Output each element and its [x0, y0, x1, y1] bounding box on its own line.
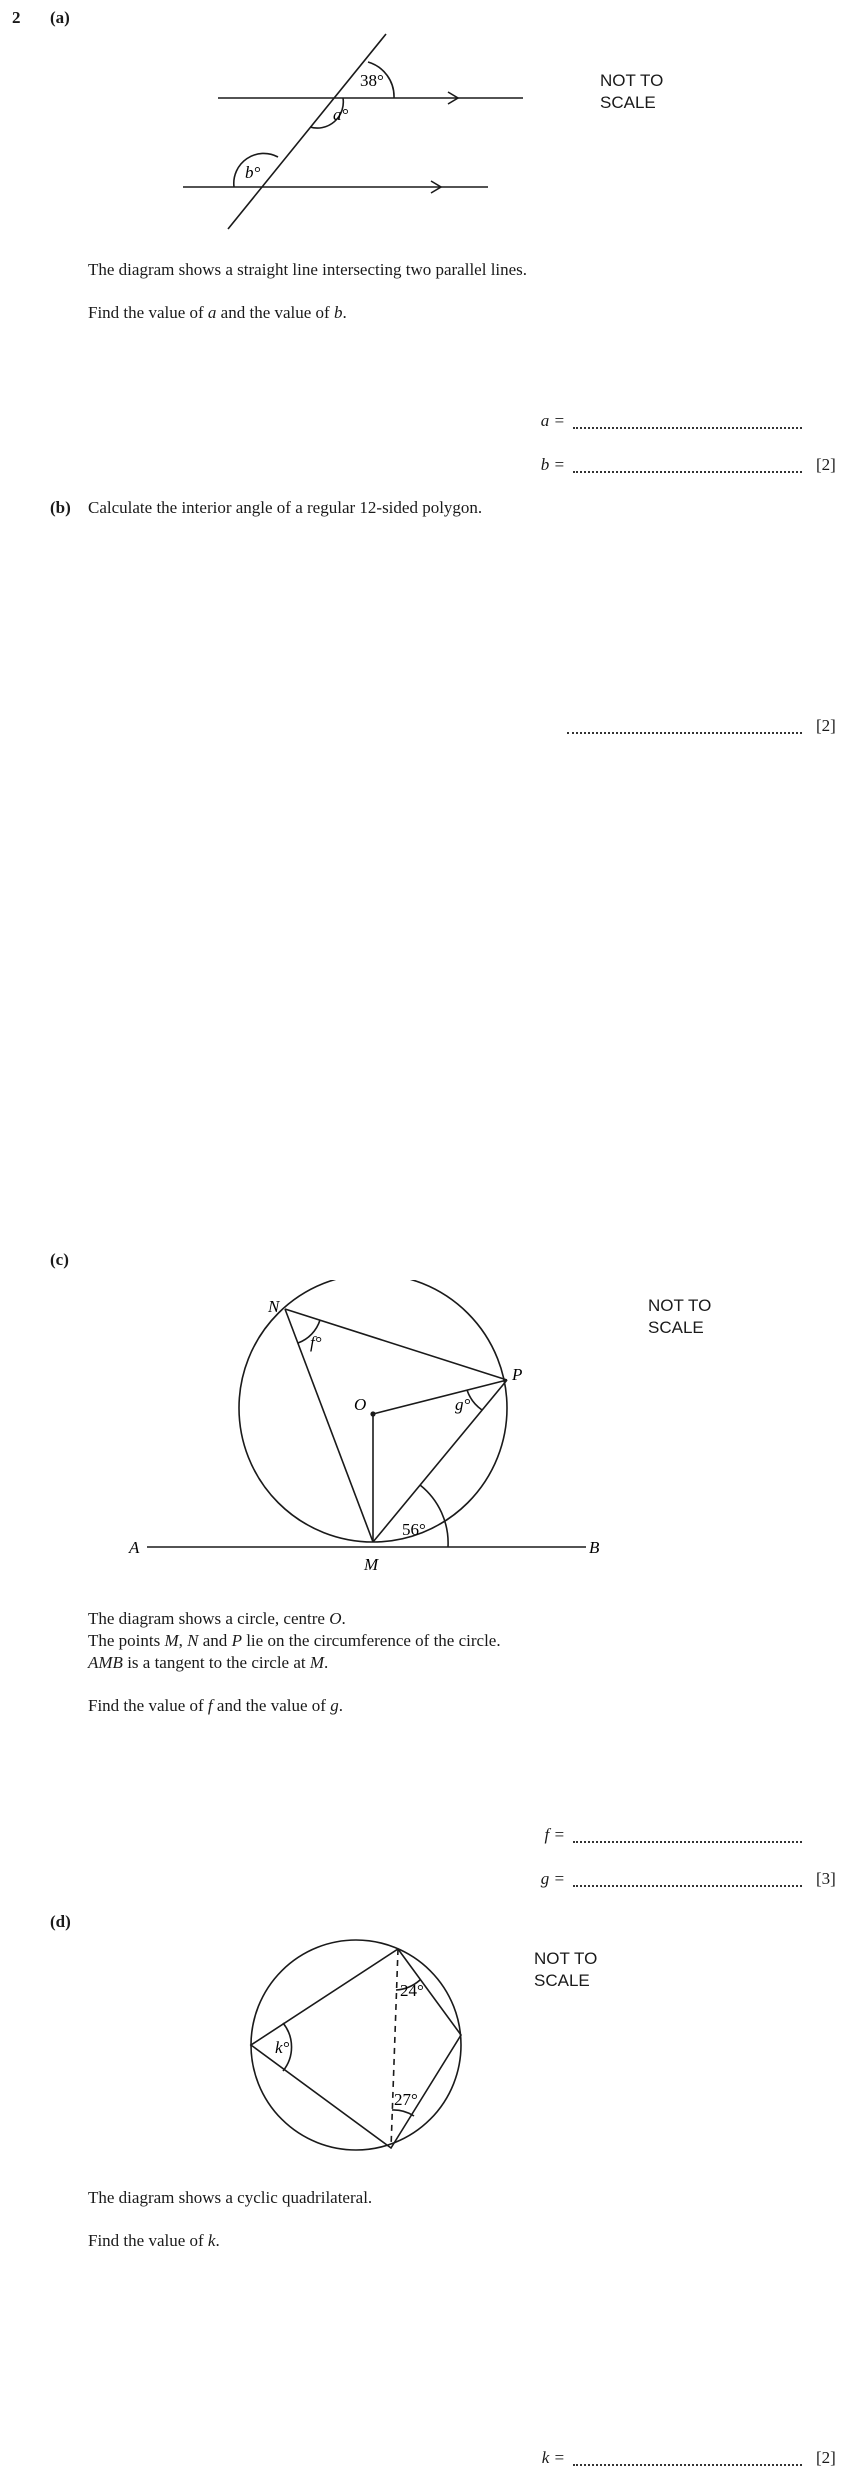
answer-a-label: a =	[540, 411, 565, 430]
angle-38-label: 38°	[360, 71, 384, 90]
part-d-description: The diagram shows a cyclic quadrilateral.	[88, 2188, 373, 2207]
answer-b-field[interactable]	[573, 471, 802, 473]
label-n: N	[268, 1297, 280, 1316]
part-c-description-1: The diagram shows a circle, centre O.	[88, 1609, 346, 1628]
angle-27-label: 27°	[394, 2090, 418, 2109]
answer-f-label: f =	[544, 1825, 565, 1844]
part-b-label: (b)	[50, 498, 71, 517]
part-a-instruction: Find the value of a and the value of b.	[88, 303, 347, 322]
circle-tangent-diagram	[0, 1280, 853, 1580]
not-to-scale-a-line2: SCALE	[600, 93, 656, 112]
angle-k-label: k°	[275, 2038, 290, 2057]
answer-g-label: g =	[540, 1869, 565, 1888]
dashed-diagonal	[391, 1949, 398, 2148]
part-b-marks: [2]	[816, 716, 836, 735]
question-number: 2	[12, 8, 21, 27]
not-to-scale-d-line2: SCALE	[534, 1971, 590, 1990]
part-b-instruction: Calculate the interior angle of a regular 12-sided polygon.	[88, 498, 483, 517]
radius-op	[373, 1380, 507, 1414]
part-c-label: (c)	[50, 1250, 69, 1269]
label-a: A	[129, 1538, 140, 1557]
chord-pm	[373, 1380, 507, 1542]
angle-b-label: b°	[245, 163, 261, 182]
part-d-label: (d)	[50, 1912, 71, 1931]
label-m: M	[364, 1555, 379, 1574]
answer-k-label: k =	[541, 2448, 565, 2467]
angle-56-label: 56°	[402, 1520, 426, 1539]
part-d-instruction: Find the value of k.	[88, 2231, 220, 2250]
part-a-marks: [2]	[816, 455, 836, 474]
label-p: P	[512, 1365, 523, 1384]
part-a-label: (a)	[50, 8, 70, 27]
part-c-description-3: AMB is a tangent to the circle at M.	[88, 1653, 329, 1672]
answer-k-field[interactable]	[573, 2464, 802, 2466]
chord-nm	[285, 1309, 373, 1542]
answer-f-field[interactable]	[573, 1841, 802, 1843]
label-o: O	[354, 1395, 367, 1414]
not-to-scale-a-line1: NOT TO	[600, 71, 664, 90]
not-to-scale-c-line1: NOT TO	[648, 1296, 712, 1315]
centre-point	[370, 1411, 375, 1416]
answer-b-label: b =	[540, 455, 565, 474]
angle-f-label: f°	[310, 1333, 322, 1352]
answer-part-b-field[interactable]	[567, 732, 802, 734]
part-c-marks: [3]	[816, 1869, 836, 1888]
cyclic-quadrilateral-diagram	[0, 1920, 853, 2160]
label-b: B	[589, 1538, 600, 1557]
part-c-instruction: Find the value of f and the value of g.	[88, 1696, 343, 1715]
part-d-marks: [2]	[816, 2448, 836, 2467]
part-a-description: The diagram shows a straight line intersecting two parallel lines.	[88, 260, 528, 279]
angle-a-label: a°	[333, 105, 349, 124]
parallel-lines-diagram	[0, 0, 853, 240]
not-to-scale-d-line1: NOT TO	[534, 1949, 598, 1968]
angle-24-label: 24°	[400, 1981, 424, 2000]
angle-g-label: g°	[455, 1395, 471, 1414]
answer-g-field[interactable]	[573, 1885, 802, 1887]
not-to-scale-c-line2: SCALE	[648, 1318, 704, 1337]
answer-a-field[interactable]	[573, 427, 802, 429]
part-c-description-2: The points M, N and P lie on the circumference of the circle.	[88, 1631, 501, 1650]
transversal-line	[228, 34, 386, 229]
